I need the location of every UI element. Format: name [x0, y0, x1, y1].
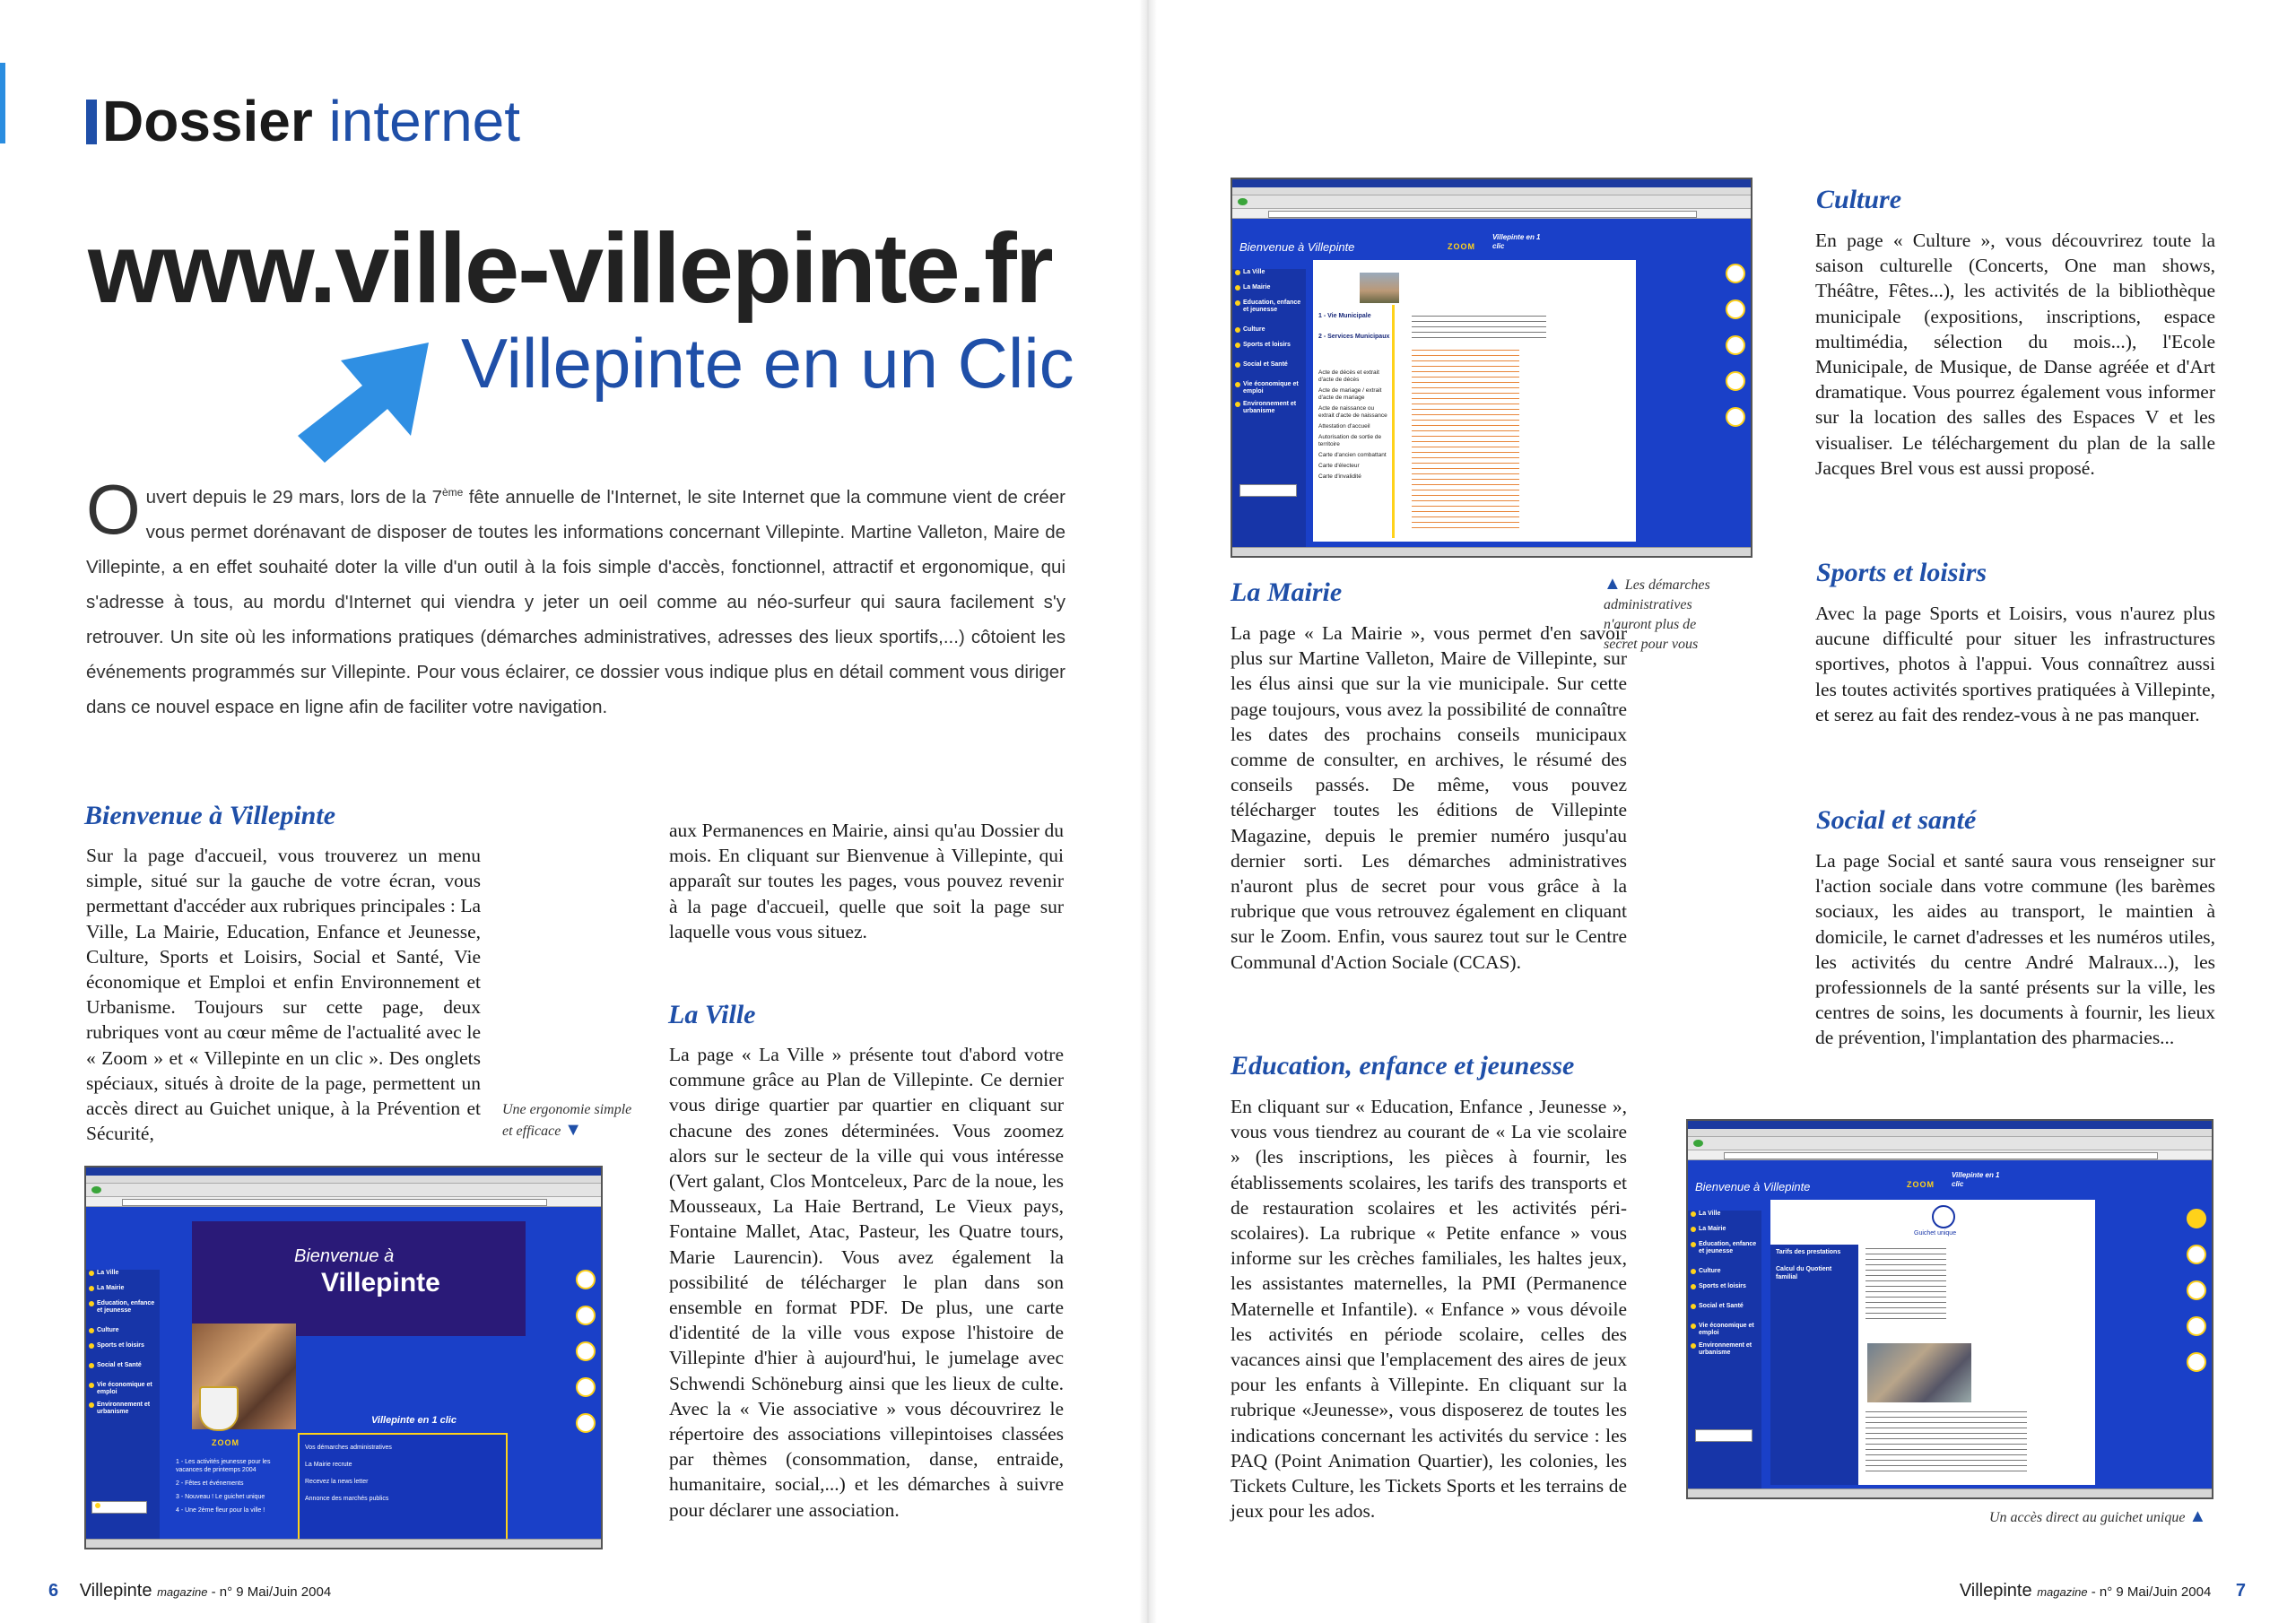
mairie-list-item: Carte d'électeur: [1318, 463, 1360, 469]
home-welcome-a: Bienvenue à: [294, 1246, 395, 1266]
caption-ergonomie-line2: et efficace: [502, 1124, 561, 1139]
guichet-clic-badge: Villepinte en 1 clic: [1952, 1171, 2000, 1188]
intro-paragraph: [86, 470, 1066, 725]
caption-guichet-text: Un accès direct au guichet unique: [1989, 1510, 2186, 1525]
mairie-yellow-rule: [1392, 305, 1395, 538]
home-nav-item: La Mairie: [86, 1285, 160, 1300]
mairie-nav-item: Culture: [1232, 326, 1306, 342]
section-text-education: En cliquant sur « Education, Enfance , Jeunesse », vous vous tiendrez au courant de « La vie scolaire » (les inscriptions, les pièces à fournir, les établissements scolaires, les tarifs des transports et de restauration scolaires et les activités péri-scolaires). La rubrique « Petite enfance » vous informe sur les crèches familiales, les haltes jeux, les assistantes maternelles, la PMI (Permanence Maternelle et Infantile). « Enfance » vous dévoile les activités en période scolaire, celles des vacances ainsi que l'emplacement des aires de jeux pour les enfants à Villepinte. En cliquant sur la rubrique «Jeunesse», vous disposerez de toutes les indications concernant les activités du service : les PAQ (Point Animation Quartier), les colonies, les Tickets Culture, les Tickets Sports et les terrains de jeux pour les ados.: [1231, 1096, 1627, 1523]
section-title-mairie: La Mairie: [1231, 577, 1343, 607]
intro-rest: de créer vous permet dorénavant de disposer de toutes les informations concernant Villepinte. Martine Valleton, Maire de Villepinte, a en effet souhaité doter la ville d'un outil à la fois simple d'accès, fonctionnel, attractif et ergonomique, qui s'adresse à tous, au mordu d'Internet qui viendra y jeter un oeil comme au néo-surfeur qui saura facilement s'y retrouver. Un site où les informations pratiques (démarches administratives, adresses des lieux sportifs,...) côtoient les événements programmés sur Villepinte. Pour vous éclairer, ce dossier vous indique plus en détail comment vous diriger dans ce nouvel espace en ligne afin de faciliter votre navigation.: [86, 486, 1066, 717]
triangle-down-icon: ▼: [564, 1120, 583, 1140]
home-news-item: 4 - Une 2ème fleur pour la ville !: [176, 1507, 265, 1514]
mairie-list-item: Acte de mariage / extrait d'acte de mariage: [1318, 387, 1382, 401]
screenshot-guichet-nav: [1688, 1211, 1761, 1488]
section-text-bienvenue: Sur la page d'accueil, vous trouverez un menu simple, situé sur la gauche de votre écran, vous permettant d'accéder aux rubriques principales : La Ville, La Mairie, Education, Enfance et Jeunesse, Culture, Sports et Loisirs, Social et Santé, Vie économique et Emploi et enfin Environnement et Urbanisme. Toujours sur cette page, deux rubriques vont au cœur même de l'actualité avec le « Zoom » et « Villepinte en un clic ». Des onglets spéciaux, situés à droite de la page, permettent un accès direct au Guichet unique, à la Prévention et Sécurité,: [86, 845, 481, 1145]
mairie-nav-item: La Mairie: [1232, 284, 1306, 299]
guichet-logo: [1932, 1205, 1955, 1228]
section-title-ville: La Ville: [668, 1000, 756, 1029]
mairie-list-item: Acte de naissance ou extrait d'acte de naissance: [1318, 405, 1387, 419]
home-nav-item: Social et Santé: [86, 1362, 160, 1382]
mairie-nav-item: Social et Santé: [1232, 361, 1306, 381]
mairie-nav-item: Education, enfance et jeunesse: [1232, 299, 1306, 326]
page-title: www.ville-villepinte.fr: [88, 213, 1052, 324]
guichet-header: Bienvenue à Villepinte: [1695, 1180, 1811, 1193]
caption-demarches-line3: n'auront plus de: [1604, 617, 1697, 632]
mairie-list-item: Acte de décès et extrait d'acte de décès: [1318, 369, 1379, 383]
footer-brand: Villepinte: [79, 1581, 152, 1601]
mairie-menu-item: 1 - Vie Municipale: [1318, 313, 1371, 319]
guichet-nav-item: Vie économique et emploi: [1688, 1323, 1761, 1342]
kicker-bold: Dossier: [102, 89, 313, 153]
mairie-header: Bienvenue à Villepinte: [1239, 240, 1355, 254]
arrow-cursor-icon: [278, 339, 439, 464]
screenshot-home: [84, 1166, 603, 1549]
screenshot-guichet: [1686, 1119, 2213, 1499]
guichet-nav-item: Sports et loisirs: [1688, 1283, 1761, 1303]
mairie-right-tabs: [1720, 255, 1751, 547]
footer-mag: magazine: [2037, 1585, 2088, 1599]
guichet-content-panel: [1770, 1200, 2095, 1485]
mairie-photo: [1360, 273, 1399, 303]
page-gutter: [1139, 0, 1157, 1623]
intro-dropcap: O: [86, 470, 141, 549]
guichet-title: Guichet unique: [1914, 1230, 1957, 1237]
page-number-left: 6: [48, 1581, 59, 1601]
page-subtitle: Villepinte en un Clic: [461, 324, 1074, 403]
screenshot-mairie-nav: [1232, 269, 1306, 547]
guichet-menu-item: Tarifs des prestations: [1776, 1249, 1841, 1255]
home-clic-label: Villepinte en 1 clic: [371, 1415, 457, 1426]
home-clic-item: La Mairie recrute: [305, 1462, 352, 1468]
screenshot-search-box: [1695, 1429, 1752, 1442]
mairie-nav-item: La Ville: [1232, 269, 1306, 284]
home-nav-item: Vie économique et emploi: [86, 1382, 160, 1402]
triangle-up-icon: ▲: [1604, 574, 1622, 594]
screenshot-mairie: [1231, 178, 1752, 558]
home-zoom-label: ZOOM: [212, 1438, 239, 1447]
home-welcome-b: Villepinte: [321, 1268, 440, 1298]
guichet-nav-item: La Mairie: [1688, 1226, 1761, 1241]
section-text-social: La page Social et santé saura vous renseigner sur l'action sociale dans votre commune (les barèmes sociaux, les aides au transport, le maintien à domicile, le carnet d'adresses et les numéros utiles, les activités du centre André Malraux...), les professionnels de la santé présents sur la ville, les centres de soins, les documents à fournir, les lieux de prévention, l'implantation des pharmacies...: [1815, 850, 2215, 1049]
footer-right: [1960, 1581, 2246, 1601]
section-text-sports: Avec la page Sports et Loisirs, vous n'aurez plus aucune difficulté pour situer les infrastructures sportives, photos à l'appui. Vous connaîtrez aussi les toutes activités sportives pratiquées à Villepinte, et serez au fait des rendez-vous à ne pas manquer.: [1815, 603, 2215, 725]
mairie-demarches-list: [1318, 369, 1388, 481]
guichet-nav-item: Education, enfance et jeunesse: [1688, 1241, 1761, 1268]
dossier-kicker: [86, 90, 520, 152]
home-news-item: 1 - Les activités jeunesse pour les vacances de printemps 2004: [176, 1459, 271, 1473]
home-nav-item: Culture: [86, 1327, 160, 1342]
section-text-ville: La page « La Ville » présente tout d'abord votre commune grâce au Plan de Villepinte. Ce dernier vous dirige quartier par quartier en cliquant sur chacune des zones déterminées. Vous zoomez alors sur le secteur de la ville qui vous intéresse (Vert galant, Clos Montceleux, Parc de la noue, les Mousseaux, La Haie Bertrand, Le Vieux pays, Fontaine Mallet, Atac, Pasteur, les Quatre tours, Marie Laurencin). Vous avez également la possibilité de télécharger le plan dans son ensemble en format PDF. De plus, une carte d'identité de la ville vous expose l'histoire de Villepinte d'hier à aujourd'hui, le jumelage avec Schwendi Schöneburg ainsi que les lieux de culte. Avec la « Vie associative » vous découvrirez le répertoire des associations villepintoises classées par thèmes (consommation, danse, entraide, humanitaire, social,...) et les démarches à suivre pour déclarer une association.: [669, 1044, 1064, 1521]
section-text-mairie: La page « La Mairie », vous permet d'en savoir plus sur Martine Valleton, Maire de Villepinte, sur les élus ainsi que sur la vie municipale. Sur cette page toujours, vous avez la possibilité de connaître les dates des prochains conseils municipaux comme de consulter, en archives, le résumé des conseils passés. De même, vous pouvez télécharger toutes les éditions de Villepinte Magazine, depuis le premier numéro jusqu'au dernier sorti. Les démarches administratives n'auront plus de secret pour vous grâce à la rubrique que vous retrouvez également en cliquant sur le Zoom. Enfin, vous saurez tout sur le Centre Communal d'Action Sociale (CCAS).: [1231, 622, 1627, 973]
guichet-zoom: ZOOM: [1907, 1180, 1935, 1189]
guichet-info-lines: [1866, 1248, 1946, 1320]
guichet-nav-item: Environnement et urbanisme: [1688, 1342, 1761, 1364]
screenshot-search-box: [1239, 484, 1297, 497]
footer-issue: - n° 9 Mai/Juin 2004: [2087, 1584, 2212, 1600]
mairie-link-list: [1412, 350, 1519, 533]
mairie-menu: [1318, 312, 1390, 341]
guichet-menu: [1770, 1245, 1858, 1485]
caption-demarches-line4: secret pour vous: [1604, 637, 1699, 652]
section-text-culture: En page « Culture », vous découvrirez toute la saison culturelle (Concerts, One man shows, Théâtre, Fêtes...), les activités de la bibliothèque municipale (expositions, inscriptions, espace multimédia, sélection du mois...), l'Ecole Municipale, de Musique, de Danse agréée et d'Art dramatique. Vous pourrez également vous informer sur la location des salles des Espaces V et les visualiser. Le téléchargement du plan de la salle Jacques Brel vous est aussi proposé.: [1815, 230, 2215, 479]
mairie-zoom: ZOOM: [1448, 242, 1475, 251]
guichet-hours-lines: [1866, 1411, 2027, 1476]
mairie-list-item: Carte d'invalidité: [1318, 473, 1361, 480]
footer-mag: magazine: [157, 1585, 208, 1599]
home-clic-item: Vos démarches administratives: [305, 1445, 392, 1451]
caption-ergonomie: [502, 1100, 637, 1141]
mairie-clic-badge: Villepinte en 1 clic: [1492, 233, 1541, 250]
kicker-light: internet: [328, 89, 521, 153]
caption-guichet: [1989, 1506, 2206, 1528]
home-clic-list: [305, 1444, 493, 1503]
section-text-bienvenue-cont: aux Permanences en Mairie, ainsi qu'au Dossier du mois. En cliquant sur Bienvenue à Villepinte, qui apparaît sur toutes les pages, vous pouvez revenir à la page d'accueil, quelle que soit la page sur laquelle vous vous situez.: [669, 820, 1064, 942]
section-title-culture: Culture: [1816, 185, 1902, 214]
guichet-photo: [1867, 1343, 1971, 1402]
caption-demarches: [1604, 574, 1765, 655]
caption-demarches-line2: administratives: [1604, 597, 1692, 612]
mairie-list-item: Autorisation de sortie de territoire: [1318, 434, 1382, 447]
mairie-list-item: Attestation d'accueil: [1318, 423, 1370, 430]
footer-issue: - n° 9 Mai/Juin 2004: [207, 1584, 332, 1600]
home-nav-item: Education, enfance et jeunesse: [86, 1300, 160, 1327]
mairie-nav-item: Environnement et urbanisme: [1232, 401, 1306, 422]
mairie-intro-lines: [1412, 316, 1546, 341]
mairie-nav-item: Vie économique et emploi: [1232, 381, 1306, 401]
mairie-nav-item: Sports et loisirs: [1232, 342, 1306, 361]
page-number-right: 7: [2235, 1581, 2246, 1601]
guichet-nav-item: Social et Santé: [1688, 1303, 1761, 1323]
section-title-bienvenue: Bienvenue à Villepinte: [84, 801, 336, 830]
home-clic-item: Recevez la news letter: [305, 1479, 369, 1485]
mairie-menu-item: 2 - Services Municipaux: [1318, 334, 1390, 340]
intro-line1-sup: ème: [442, 486, 464, 499]
footer-brand: Villepinte: [1959, 1581, 2032, 1601]
intro-line1-b: fête annuelle de l'Internet, le site Internet que la commune vient: [463, 486, 992, 508]
caption-ergonomie-line1: Une ergonomie simple: [502, 1102, 632, 1117]
home-crest: [199, 1386, 239, 1431]
guichet-right-tabs: [2181, 1200, 2212, 1488]
home-right-tabs: [570, 1261, 601, 1539]
intro-line1-a: uvert depuis le 29 mars, lors de la 7: [145, 486, 442, 508]
guichet-menu-item: Calcul du Quotient familial: [1776, 1266, 1832, 1280]
guichet-nav-item: Culture: [1688, 1268, 1761, 1283]
screenshot-search-box: [91, 1501, 147, 1514]
section-title-education: Education, enfance et jeunesse: [1231, 1051, 1575, 1081]
screenshot-home-nav: [86, 1270, 160, 1539]
home-clic-item: Annonce des marchés publics: [305, 1496, 389, 1502]
home-nav-item: Environnement et urbanisme: [86, 1402, 160, 1423]
triangle-up-icon: ▲: [2188, 1506, 2207, 1526]
home-news-list: [176, 1458, 292, 1515]
footer-left: [48, 1581, 331, 1601]
mairie-content-panel: [1313, 260, 1636, 542]
mairie-list-item: Carte d'ancien combattant: [1318, 452, 1387, 458]
caption-demarches-line1: Les démarches: [1624, 577, 1710, 593]
home-nav-item: La Ville: [86, 1270, 160, 1285]
home-nav-item: Sports et loisirs: [86, 1342, 160, 1362]
home-news-item: 3 - Nouveau ! Le guichet unique: [176, 1494, 265, 1500]
home-news-item: 2 - Fêtes et événements: [176, 1480, 244, 1487]
section-title-social: Social et santé: [1816, 805, 1977, 835]
section-title-sports: Sports et loisirs: [1816, 558, 1987, 587]
page-edge-mark: [0, 63, 5, 143]
guichet-nav-item: La Ville: [1688, 1211, 1761, 1226]
